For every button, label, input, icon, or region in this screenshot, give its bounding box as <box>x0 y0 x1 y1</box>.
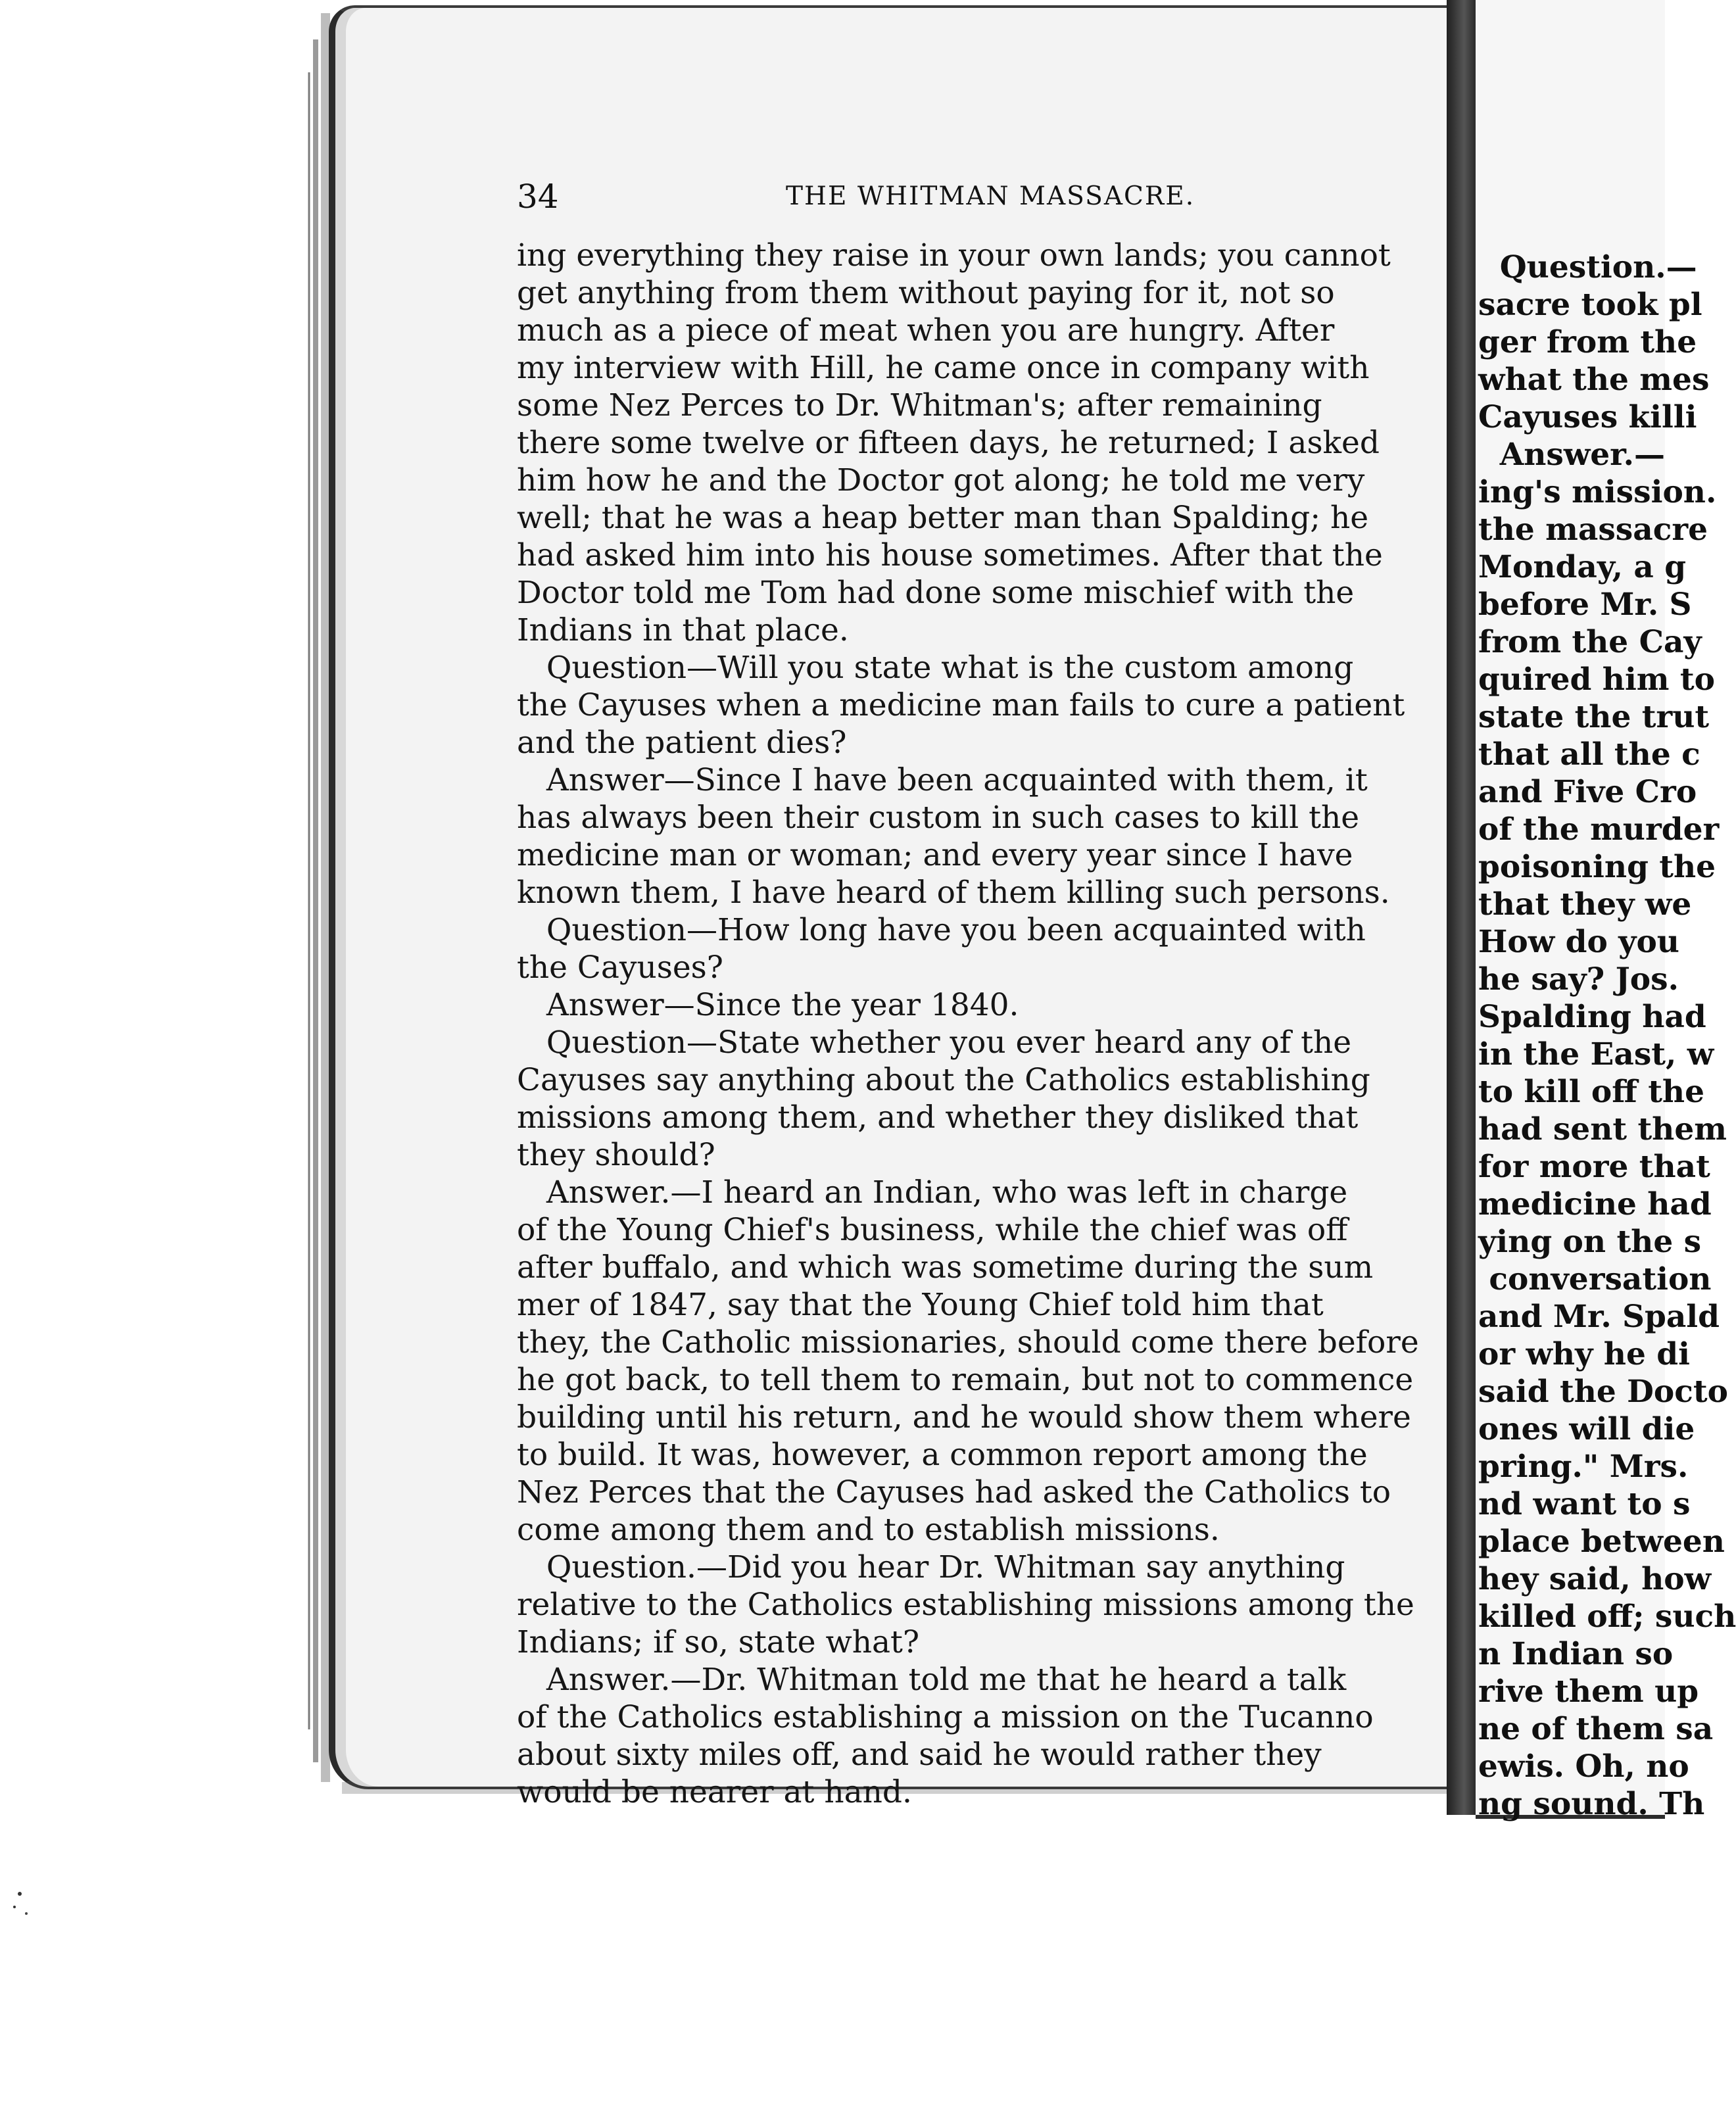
right-page-text-line: Cayuses killi <box>1478 399 1697 435</box>
text-line: get anything from them without paying for it, not so <box>517 275 1335 311</box>
right-page-text-line: ger from the <box>1478 324 1697 360</box>
right-page-text-line: sacre took pl <box>1478 287 1702 323</box>
right-page-text-line: that they we <box>1478 886 1692 923</box>
text-line: after buffalo, and which was sometime during the sum <box>517 1249 1374 1286</box>
right-page-text-line: How do you <box>1478 924 1679 960</box>
text-line: mer of 1847, say that the Young Chief told him that <box>517 1287 1324 1323</box>
right-page-text-line: Spalding had <box>1478 999 1706 1035</box>
right-page-text-line: state the trut <box>1478 699 1710 735</box>
text-line: him how he and the Doctor got along; he told me very <box>517 462 1365 498</box>
right-page-text <box>1478 249 1736 1822</box>
right-page-text-line: medicine had <box>1478 1186 1712 1222</box>
text-line: medicine man or woman; and every year since I have <box>517 837 1353 873</box>
right-page-text-line: ying on the s <box>1478 1224 1702 1260</box>
right-page-text-line: from the Cay <box>1478 624 1702 660</box>
right-page-text-line: or why he di <box>1478 1336 1690 1372</box>
right-page-text-line: killed off; such <box>1478 1599 1736 1635</box>
text-line: Question—Will you state what is the custom among <box>517 650 1354 686</box>
text-line: the Cayuses when a medicine man fails to cure a patient <box>517 687 1405 723</box>
right-page-text-line: hey said, how <box>1478 1561 1712 1597</box>
text-line: Answer—Since the year 1840. <box>517 987 1019 1023</box>
right-page-text-line: had sent them <box>1478 1111 1727 1147</box>
text-line: had asked him into his house sometimes. After that the <box>517 537 1383 573</box>
right-page-text-line: quired him to <box>1478 662 1715 698</box>
text-line: to build. It was, however, a common report among the <box>517 1437 1368 1473</box>
text-line: Indians in that place. <box>517 612 849 648</box>
right-page-text-line: ones will die <box>1478 1411 1695 1447</box>
text-line: Question—State whether you ever heard any of the <box>517 1024 1352 1061</box>
text-line: Question.—Did you hear Dr. Whitman say anything <box>517 1549 1345 1585</box>
text-line: come among them and to establish missions. <box>517 1512 1220 1548</box>
text-line: some Nez Perces to Dr. Whitman's; after remaining <box>517 387 1322 423</box>
text-line: of the Catholics establishing a mission on the Tucanno <box>517 1699 1374 1735</box>
right-page-text-line: poisoning the <box>1478 849 1716 885</box>
right-page-text-line: ing's mission. <box>1478 474 1717 510</box>
right-page-text-line: pring." Mrs. <box>1478 1449 1689 1485</box>
running-head: THE WHITMAN MASSACRE. <box>786 181 1195 211</box>
right-page-text-line: what the mes <box>1478 362 1710 398</box>
text-line: known them, I have heard of them killing such persons. <box>517 875 1390 911</box>
left-page-text <box>517 237 1474 1810</box>
text-line: Answer.—I heard an Indian, who was left in charge <box>517 1174 1348 1211</box>
text-line: my interview with Hill, he came once in company with <box>517 350 1370 386</box>
right-page-text-line: ng sound. Th <box>1478 1786 1705 1822</box>
text-line: Answer—Since I have been acquainted with them, it <box>517 762 1368 798</box>
right-page-text-line: before Mr. S <box>1478 587 1692 623</box>
text-line: building until his return, and he would show them where <box>517 1399 1411 1435</box>
text-line: he got back, to tell them to remain, but not to commence <box>517 1362 1414 1398</box>
right-page-text-line: Question.— <box>1478 249 1697 285</box>
text-line: the Cayuses? <box>517 950 723 986</box>
right-page-text-line: and Mr. Spald <box>1478 1299 1720 1335</box>
page-number: 34 <box>517 178 559 216</box>
text-line: ing everything they raise in your own lands; you cannot <box>517 237 1391 274</box>
right-page-text-line: Monday, a g <box>1478 549 1687 585</box>
text-line: much as a piece of meat when you are hungry. After <box>517 312 1335 349</box>
right-page-text-line: ewis. Oh, no <box>1478 1748 1689 1785</box>
text-line: Doctor told me Tom had done some mischief with the <box>517 575 1355 611</box>
right-page-text-line: that all the c <box>1478 736 1700 773</box>
right-page-text-line: place between <box>1478 1524 1725 1560</box>
text-line: well; that he was a heap better man than Spalding; he <box>517 500 1369 536</box>
right-page-text-line: said the Docto <box>1478 1374 1728 1410</box>
right-page-text-line: for more that <box>1478 1149 1710 1185</box>
text-line: of the Young Chief's business, while the chief was off <box>517 1212 1348 1248</box>
text-line: Nez Perces that the Cayuses had asked the Catholics to <box>517 1474 1391 1510</box>
text-line: Answer.—Dr. Whitman told me that he heard a talk <box>517 1662 1347 1698</box>
text-line: Question—How long have you been acquainted with <box>517 912 1366 948</box>
text-line: they should? <box>517 1137 715 1173</box>
text-line: there some twelve or fifteen days, he returned; I asked <box>517 425 1380 461</box>
text-line: they, the Catholic missionaries, should come there before <box>517 1324 1419 1361</box>
right-page-text-line: rive them up <box>1478 1674 1699 1710</box>
text-line: and the patient dies? <box>517 725 847 761</box>
right-page-text-line: Answer.— <box>1478 437 1665 473</box>
text-line: relative to the Catholics establishing missions among the <box>517 1587 1414 1623</box>
right-page-text-line: nd want to s <box>1478 1486 1691 1522</box>
text-line: Indians; if so, state what? <box>517 1624 920 1660</box>
right-page-text-line: to kill off the <box>1478 1074 1704 1110</box>
text-line: Cayuses say anything about the Catholics establishing <box>517 1062 1370 1098</box>
right-page-text-line: in the East, w <box>1478 1036 1714 1072</box>
text-line: missions among them, and whether they disliked that <box>517 1099 1359 1136</box>
text-line: has always been their custom in such cases to kill the <box>517 800 1360 836</box>
right-page-text-line: conversation <box>1478 1261 1712 1297</box>
right-page-text-line: n Indian so <box>1478 1636 1674 1672</box>
text-line: about sixty miles off, and said he would rather they <box>517 1737 1322 1773</box>
right-page-text-line: ne of them sa <box>1478 1711 1714 1747</box>
right-page-text-line: of the murder <box>1478 811 1720 848</box>
text-line: would be nearer at hand. <box>517 1774 912 1810</box>
right-page-text-line: he say? Jos. <box>1478 961 1679 998</box>
right-page-text-line: the massacre <box>1478 512 1708 548</box>
right-page-text-line: and Five Cro <box>1478 774 1697 810</box>
